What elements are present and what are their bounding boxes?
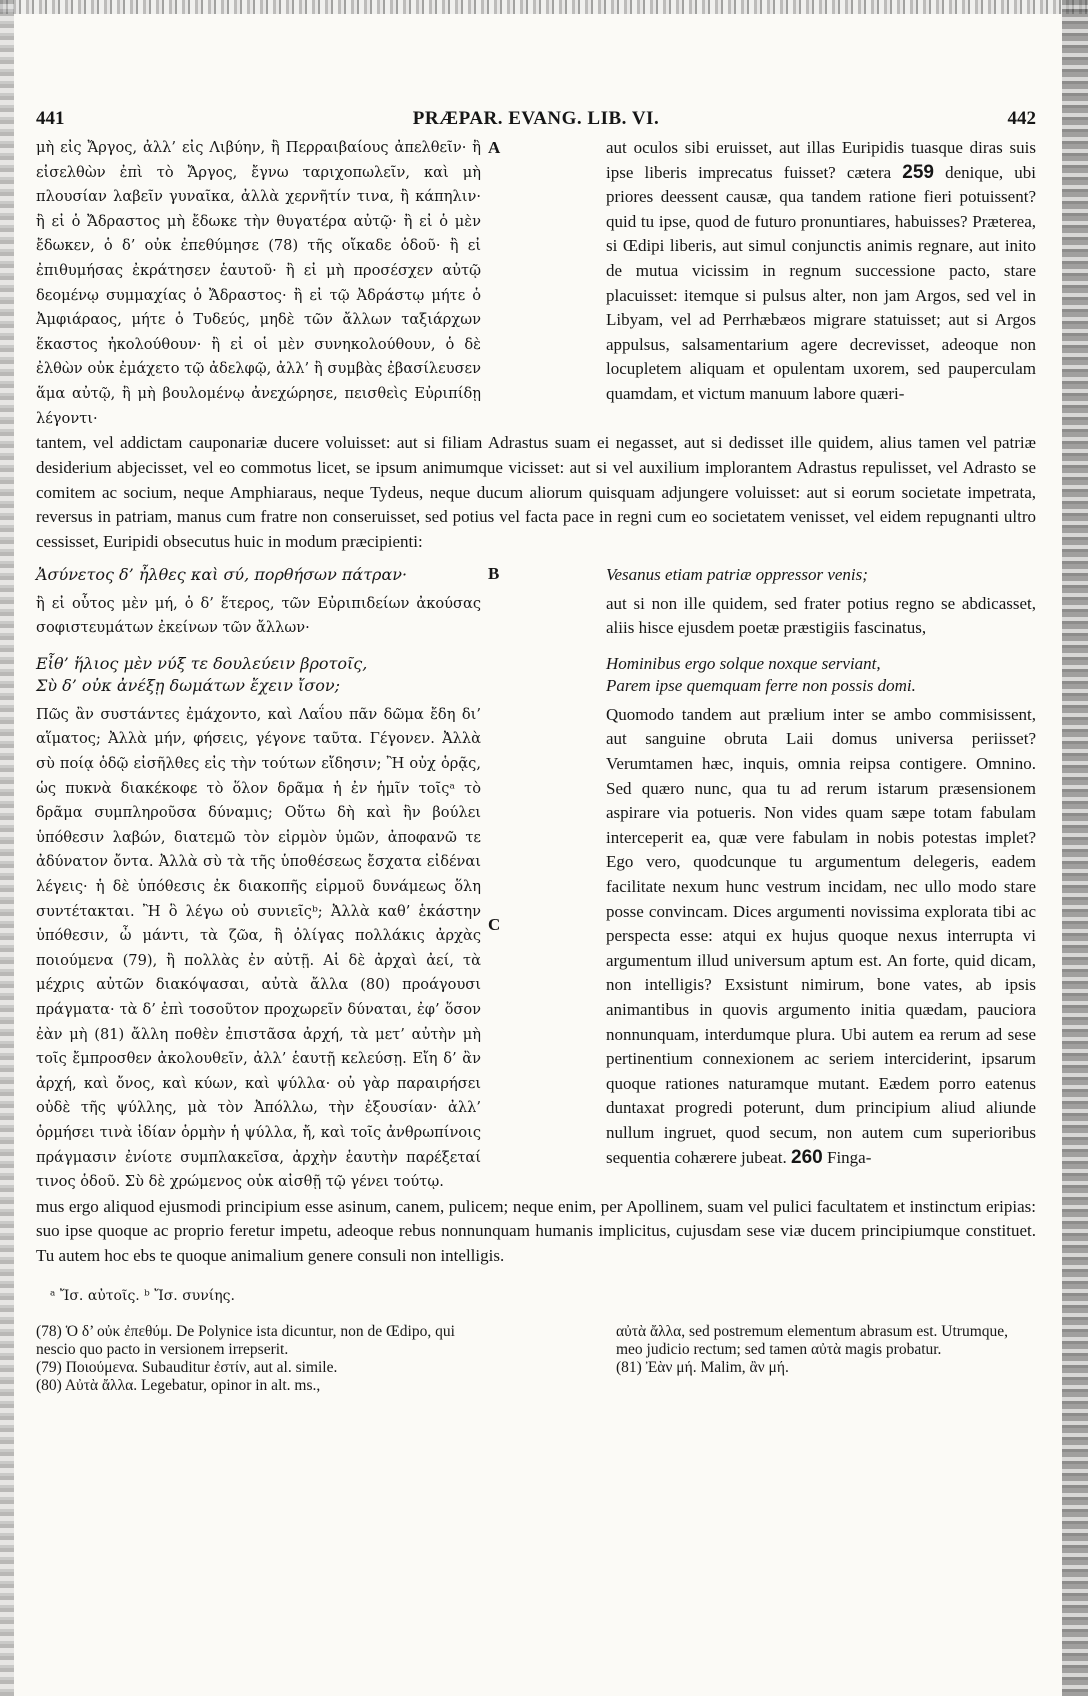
latin-mid: aut si non ille quidem, sed frater potius regno se abdicasset, aliis hisce ejusdem poetæ præstigiis fascinatus, (606, 593, 1036, 638)
greek-verse-2-line-1: Εἶθ’ ἥλιος μὲν νύξ τε δουλεύειν βροτοῖς, (36, 653, 368, 673)
verse-1 (36, 564, 1036, 586)
main-columns (36, 703, 1036, 1195)
footnote-80: (80) Αὐτὰ ἄλλα. Legebatur, opinor in alt. ms., (36, 1376, 321, 1394)
latin-verse-2 (606, 653, 1036, 697)
section-number-259: 259 (902, 161, 934, 183)
scan-edge-right (1062, 0, 1088, 1696)
footnotes-right (616, 1323, 1036, 1377)
footnote-78: (78) Ὁ δ’ οὐκ ἐπεθύμ. De Polynice ista dicuntur, non de Œdipo, qui nescio quo pacto in versionem irrepserit. (36, 1322, 455, 1358)
latin-verse-2-line-2: Parem ipse quemquam ferre non possis domi. (606, 675, 916, 695)
greek-column-main: Πῶς ἂν συστάντες ἐμάχοντο, καὶ Λαΐου πᾶν δῶμα ἔδη δι’ αἵματος; Ἀλλὰ μήν, φήσεις, γέγονε ταῦτα. Γέγονεν. Ἀλλὰ σὺ ποίᾳ ὁδῷ εἰσῆλθες εἰς τὴν τούτων εἴδησιν; Ἢ οὐχ ὁρᾷς, ὡς πυκνὰ διακέκοφε τὸ ὅλον δρᾶμα ἡ ἐν ἡμῖν τοῖςᵃ τὸ δρᾶμα συμπληροῦσα δύναμις; Οὕτω δὴ καὶ ἣν βούλει ὑπόθεσιν λαβών, διατεμῶ τὸν εἱρμὸν ὑμῶν, ἀποφανῶ τε ἀδύνατον ὄντα. Ἀλλὰ σὺ τὰ τῆς ὑποθέσεως ἔσχατα εἰδέναι λέγεις· ἡ δὲ ὑπόθεσις ἐκ διακοπῆς εἱρμοῦ δυνάμεως ὅλη συντέτακται. Ἢ ὃ λέγω οὐ συνιεῖςᵇ; Ἀλλὰ καθ’ ἑκάστην ὑπόθεσιν, ὦ μάντι, τὰ ζῶα, ἢ ὀλίγας πολλάκις ἀρχὰς ποιούμενα (79), ἢ πολλὰς ἐν αὐτῇ. Αἱ δὲ ἀρχαὶ ἀεί, τὰ μέχρις αὐτῶν διακόψασαι, αὐτὰ ἄλλα (80) προάγουσι πράγματα· τὰ δ’ ἐπὶ τοσοῦτον προχωρεῖν δύναται, ἐφ’ ὅσον ἐὰν μὴ (81) ἄλλη ποθὲν ἐπιστᾶσα ἀρχή, τὰ μετ’ αὐτὴν μὴ τοῖς ἔμπροσθεν ἀκολουθεῖν, ἀλλ’ ἑαυτῇ κελεύσῃ. Εἴη δ’ ἂν ἀρχή, καὶ ὄνος, καὶ κύων, καὶ ψύλλα· οὐ γὰρ παραιρήσει οὐδὲ τῆς ψύλλης, μὰ τὸν Ἀπόλλω, τὴν ἐξουσίαν· ἀλλ’ ὁρμήσει τινὰ ἰδίαν ὁρμὴν ἡ ψύλλα, ἤ, καὶ τοῖς ἀνθρωπίνοις πράγμασιν ἐνίοτε συμπλακεῖσα, ἀρχὴν ἑαυτὴν παρέξεταί τινος ὁδοῦ. Σὺ δὲ χρώμενος οὐκ αἰσθῇ τῷ γένει τούτῳ. (36, 705, 481, 1191)
latin-full-paragraph-2: mus ergo aliquod ejusmodi principium esse asinum, canem, pulicem; neque enim, per Apollinem, suam vel pulici facultatem et instinctum eripias: suo ipse quoque ac proprio feretur impetu, adeoque rebus nonnunquam humanis implicitus, cujusdam sese viæ ducem principiumque constituet. Tu autem hoc ebs te quoque animalium genere consuli non intelligis. (36, 1196, 1036, 1266)
footnote-79: (79) Ποιούμενα. Subauditur ἐστίν, aut al. simile. (36, 1358, 338, 1376)
latin-full-paragraph-1: tantem, vel addictam cauponariæ ducere voluisset: aut si filiam Adrastus suam ei negasset, aut si dedisset ille quidem, alius tamen vel patriæ desiderium abjecisset, vel eo commotus licet, se ipsum animumque vicisset: aut si vel auxilium implorantem Adrastus repulisset, vel Adrasto se comitem ac socium, neque Amphiaraus, neque Tydeus, neque ducum aliorum quisquam adjungere voluisset: aut si eorum societate impetrata, reversus in patriam, manus cum fratre non conseruisset, sed potius vel facta pace in regni cum eo societatem venisset, vel eidem repugnanti ultro cessisset, Euripidi obsecutus huic in modum præcipienti: (36, 433, 1036, 551)
latin-top-text-1: aut oculos sibi eruisset, aut illas Euripidis tuasque diras suis ipse liberis imprecatus fuisset? cætera (606, 138, 1036, 182)
top-columns (36, 136, 1036, 431)
latin-verse-1: Vesanus etiam patriæ oppressor venis; (606, 564, 868, 584)
margin-mark-a: A (488, 138, 501, 157)
scan-edge-top (0, 0, 1088, 14)
scan-edge-left (0, 0, 14, 1696)
margin-mark-c: C (488, 914, 501, 934)
latin-column-top (606, 136, 1036, 407)
page (36, 108, 1036, 1395)
latin-verse-2-line-1: Hominibus ergo solque noxque serviant, (606, 653, 881, 673)
footnotes (36, 1323, 1036, 1395)
latin-top-text-2: denique, ubi priores deessent causæ, qua tandem ratione fieri potuissent? quid tu ipse, quod de futuro pronuntiares, habuisses? Præterea, si Œdipi liberis, aut simul conjunctis animis regnare, aut inito de mutua vicissim in regnum successione pacto, stare placuisset: itemque si pulsus alter, non jam Argos, sed vel in Libyam, vel ad Perrhæbæos migrare statuisset; aut si Argos appulsus, salsamentarium agere decrevisset, adeoque non locupletem aliquam et opulentam uxorem, sed pauperculam quamdam, et victum manuum labore quæri- (606, 162, 1037, 403)
margin-mark-b: B (488, 563, 500, 583)
verse-2 (36, 653, 1036, 697)
latin-main-text-2: Finga- (822, 1147, 872, 1167)
greek-column-top: μὴ εἰς Ἄργος, ἀλλ’ εἰς Λιβύην, ἢ Περραιβαίους ἀπελθεῖν· ἢ εἰσελθὼν ἐπὶ τὸ Ἄργος, ἔγνω ταριχοπωλεῖν, καὶ μὴ πλουσίαν λαβεῖν γυναῖκα, ἀλλὰ χερνῆτίν τινα, ἢ κάπηλιν· ἢ εἰ ὁ Ἄδραστος μὴ ἔδωκε τὴν θυγατέρα αὐτῷ· ἢ εἰ ὁ μὲν ἔδωκεν, ὁ δ’ οὐκ ἐπεθύμησε (78) τῆς οἴκαδε ὁδοῦ· ἢ εἰ ἐπιθυμήσας ἐκράτησεν ἑαυτοῦ· ἢ εἰ μὴ προσέσχεν αὐτῷ δεομένῳ συμμαχίας ὁ Ἄδραστος· ἢ εἰ τῷ Ἀδράστῳ μήτε ὁ Ἀμφιάραος, μήτε ὁ Τυδεύς, μηδὲ τῶν ἄλλων ταξιάρχων ἕκαστος ἠκολούθουν· ἢ εἰ οἱ μὲν συνηκολούθουν, ὁ δὲ ἐλθὼν οὐκ ἐμάχετο τῷ ἀδελφῷ, ἀλλ’ ἢ συμβὰς ἐβασίλευσεν ἅμα αὐτῷ, ἢ μὴ βουλομένῳ ἀνεχώρησε, πεισθεὶς Εὐριπίδῃ λέγοντι· (36, 139, 481, 427)
footnote-81: (81) Ἐὰν μή. Malim, ἂν μή. (616, 1358, 789, 1376)
greek-variant-readings: ᵃ Ἴσ. αὐτοῖς. ᵇ Ἴσ. συνίης. (50, 1287, 235, 1304)
greek-verse-2 (36, 653, 481, 697)
footnote-80-continued: αὐτὰ ἄλλα, sed postremum elementum abrasum est. Utrumque, meo judicio rectum; sed tamen αὐτὰ magis probatur. (616, 1322, 1009, 1358)
running-header (36, 108, 1036, 136)
page-number-left: 441 (36, 108, 65, 129)
latin-column-main (606, 703, 1036, 1170)
running-title: PRÆPAR. EVANG. LIB. VI. (412, 108, 660, 129)
greek-verse-2-line-2: Σὺ δ’ οὐκ ἀνέξῃ δωμάτων ἔχειν ἴσον; (36, 675, 340, 695)
page-number-right: 442 (1007, 108, 1036, 129)
section-number-260: 260 (791, 1146, 823, 1168)
greek-verse-1: Ἀσύνετος δ’ ἦλθες καὶ σύ, πορθήσων πάτραν· (36, 564, 408, 584)
footnotes-left (36, 1323, 466, 1395)
latin-main-text-1: Quomodo tandem aut prælium inter se ambo commisissent, aut sanguine obruta Laii domus universa periisset? Verumtamen hæc, inquis, omnia reipsa contigere. Omnino. Sed quæro nunc, qua tu ad rerum istarum præsensionem aspirare via potueris. Non vides quam sæpe totam fabulam interceperit ea, quæ vere fabulam in nobis potestas implet? Ego vero, quodcunque tu argumentum delegeris, eadem facilitate nexum hunc vestrum incidam, nec ullo modo stare posse convincam. Dices argumenti novissima explorata tibi ac perspecta esse: atqui ex hujus quoque nexus interrupta vi argumentum illud universum aptum est. An forte, quid dicam, non intelligis? Exsistunt nimirum, bone vates, ab ipsis animantibus in quovis argumento initia quædam, pauciora nonnunquam, interdumque plura. Ubi autem ea rerum ad sese pertinentium connexionem ac seriem interciderint, ipsarum quoque rationes naturamque mutant. Eædem porro eatenus duntaxat progredi poterunt, dum principium aliud aliunde nullum ingruet, quod secum, non autem cum superioribus sequentia cohærere jubeat. (606, 704, 1036, 1167)
greek-mid: ἢ εἰ οὗτος μὲν μή, ὁ δ’ ἕτερος, τῶν Εὐριπιδείων ἀκούσας σοφιστευμάτων ἐκείνων τῶν ἄλλων· (36, 594, 481, 637)
mid-columns (36, 592, 1036, 641)
